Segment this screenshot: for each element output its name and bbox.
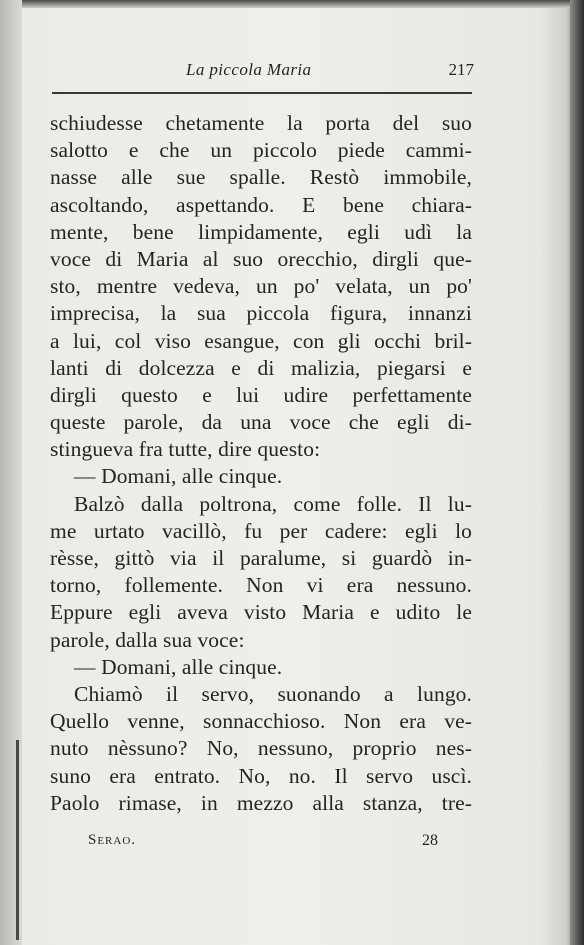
- dialogue-line: — Domani, alle cinque.: [74, 464, 283, 489]
- dialogue-line: — Domani, alle cinque.: [74, 654, 283, 679]
- header-rule: [52, 92, 472, 94]
- page-top-edge: [0, 0, 584, 8]
- text-line: me urtato vacillò, fu per cadere: egli lo: [50, 518, 472, 543]
- text-line: a lui, col viso esangue, con gli occhi bril-: [50, 328, 472, 353]
- signature-number: 28: [422, 832, 438, 849]
- text-line: nuto nèssuno? No, nessuno, proprio nes-: [50, 736, 472, 761]
- running-title: La piccola Maria: [186, 60, 312, 79]
- text-line: Paolo rimase, in mezzo alla stanza, tre-: [50, 790, 472, 815]
- body-text: [50, 110, 472, 817]
- text-line: Quello venne, sonnacchioso. Non era ve-: [50, 709, 472, 734]
- text-line: sto, mentre vedeva, un po' velata, un po': [50, 274, 472, 299]
- text-line: Balzò dalla poltrona, come folle. Il lu-: [74, 491, 472, 516]
- text-line: stingueva fra tutte, dire questo:: [50, 437, 321, 462]
- text-line: lanti di dolcezza e di malizia, piegarsi e: [50, 355, 472, 380]
- page-number: 217: [448, 60, 474, 79]
- text-line: Chiamò il servo, suonando a lungo.: [74, 681, 472, 706]
- text-line: imprecisa, la sua piccola figura, innanzi: [50, 301, 472, 326]
- text-line: schiudesse chetamente la porta del suo: [50, 111, 472, 135]
- page-header: [52, 58, 476, 86]
- text-line: suno era entrato. No, no. Il servo uscì.: [50, 763, 472, 788]
- text-line: mente, bene limpidamente, egli udì la: [50, 219, 472, 244]
- page-right-edge: [570, 0, 584, 945]
- text-line: dirgli questo e lui udire perfettamente: [50, 382, 472, 407]
- binding-edge: [16, 740, 19, 940]
- text-line: voce di Maria al suo orecchio, dirgli que-: [50, 246, 472, 271]
- text-line: salotto e che un piccolo piede cammi-: [50, 138, 472, 163]
- text-line: rèsse, gittò via il paralume, si guardò in-: [50, 546, 472, 570]
- text-line: torno, follemente. Non vi era nessuno.: [50, 573, 472, 598]
- text-line: parole, dalla sua voce:: [50, 627, 245, 652]
- text-line: queste parole, da una voce che egli di-: [50, 410, 472, 435]
- text-line: nasse alle sue spalle. Restò immobile,: [50, 165, 472, 190]
- text-line: ascoltando, aspettando. E bene chiara-: [50, 192, 472, 217]
- page-footer: [88, 832, 438, 854]
- signature-mark-author: Serao.: [88, 832, 137, 848]
- text-line: Eppure egli aveva visto Maria e udito le: [50, 600, 472, 625]
